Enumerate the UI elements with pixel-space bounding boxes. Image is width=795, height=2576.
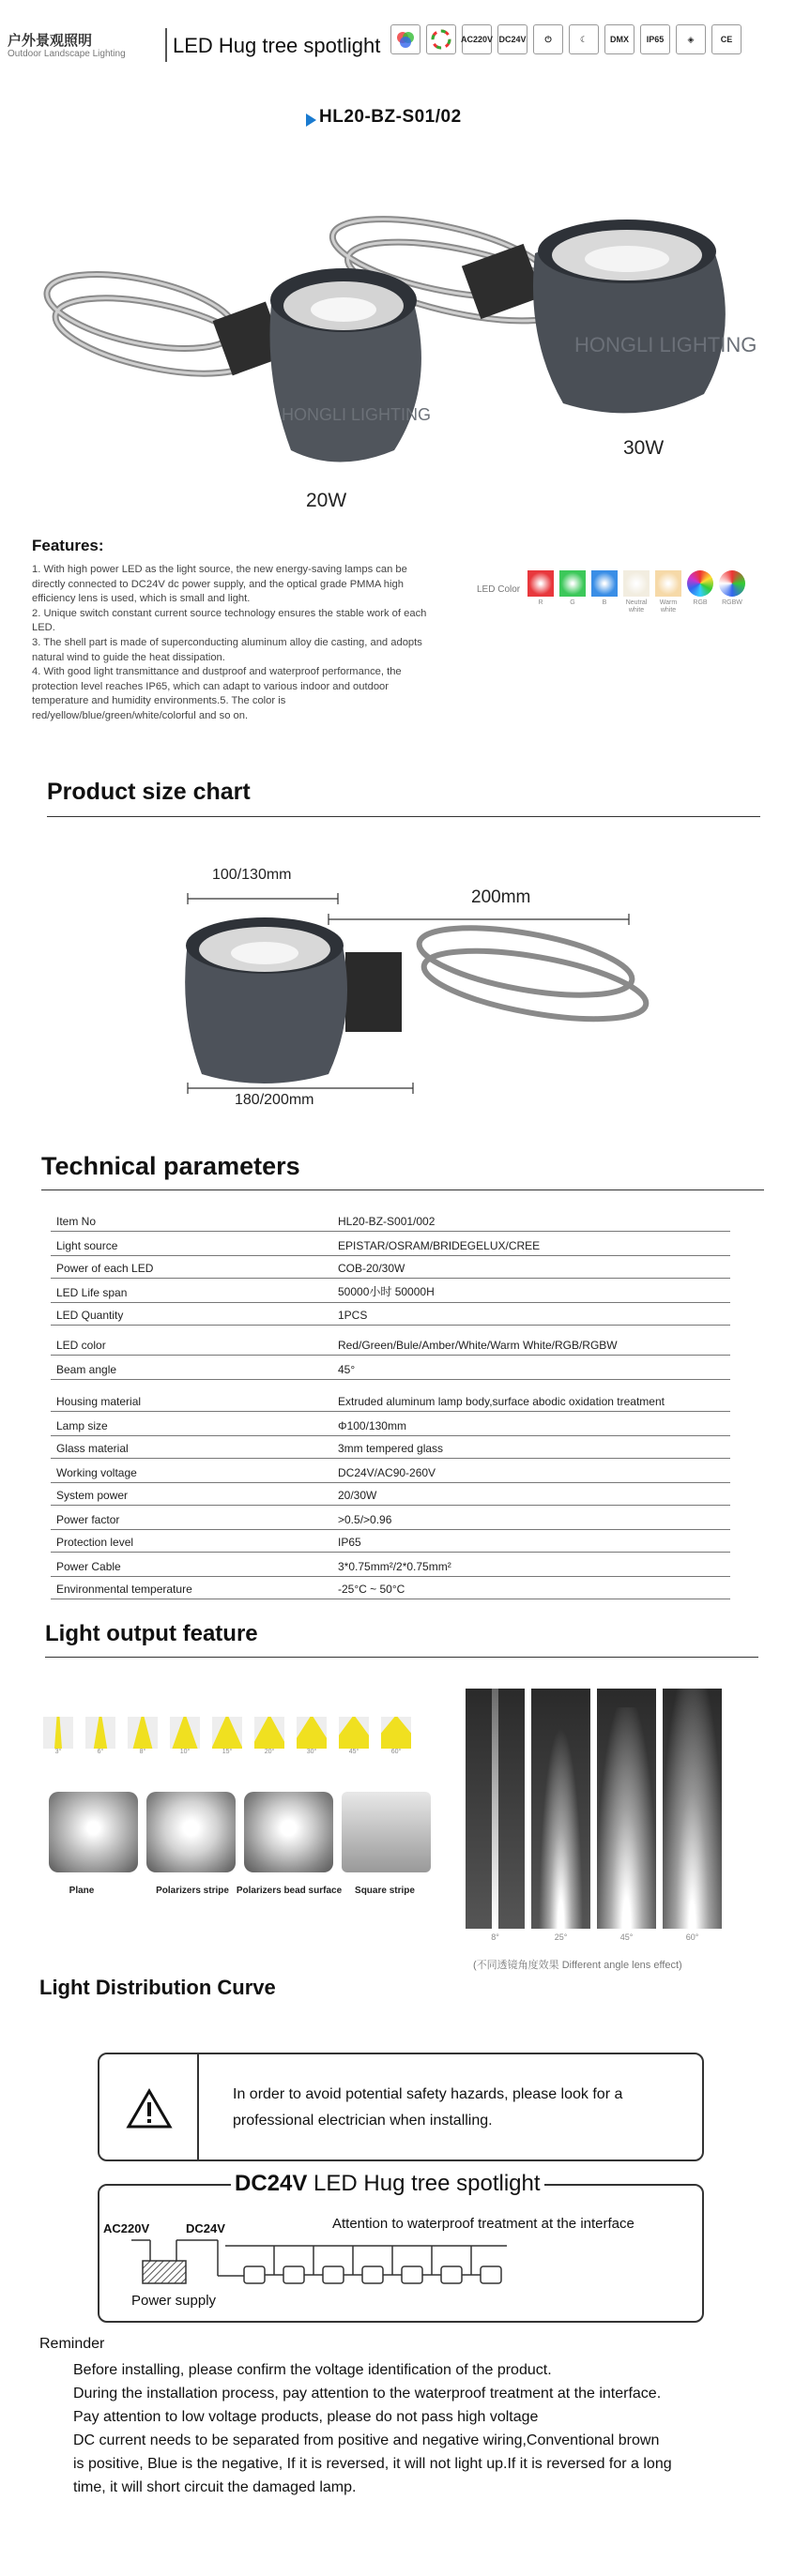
feature-item: 4. With good light transmittance and dustproof and waterproof performance, the protection level reaches IP65, which can adapt to various indoor and outdoor temperature and humidity environments.5. The color is red/yellow/blue/green/white/colorful and so on. bbox=[32, 666, 402, 721]
param-value: 3*0.75mm²/2*0.75mm² bbox=[338, 1560, 451, 1573]
beam-angle-icon bbox=[85, 1717, 115, 1755]
cert-icon-label: DC24V bbox=[498, 35, 527, 44]
size-chart-title: Product size chart bbox=[47, 779, 251, 805]
param-value: 20/30W bbox=[338, 1489, 377, 1502]
reminder-line: time, it will short circuit the damaged lamp. bbox=[73, 2479, 357, 2495]
beam-cone-icon bbox=[128, 1717, 158, 1749]
swatch-label: R bbox=[538, 599, 543, 606]
class-icon bbox=[676, 24, 706, 54]
led-color-swatch bbox=[591, 570, 618, 614]
swatch-color-chip bbox=[591, 570, 618, 597]
beam-cone-icon bbox=[381, 1717, 411, 1749]
led-color-swatch bbox=[559, 570, 586, 614]
swatch-label: Warm white bbox=[659, 599, 678, 614]
table-row bbox=[51, 1304, 730, 1326]
light-output-title: Light output feature bbox=[45, 1621, 258, 1646]
ac220v-icon bbox=[462, 24, 492, 54]
param-name: Beam angle bbox=[56, 1363, 117, 1376]
led-color-swatch bbox=[687, 570, 713, 614]
param-name: Light source bbox=[56, 1239, 118, 1252]
brand-name-en: Outdoor Landscape Lighting bbox=[8, 49, 126, 59]
beam-photo-60 bbox=[663, 1689, 722, 1929]
cert-icon-label: ☾ bbox=[579, 34, 589, 44]
beam-photo-45 bbox=[597, 1689, 656, 1929]
param-name: System power bbox=[56, 1489, 129, 1502]
warning-text-line2: professional electrician when installing. bbox=[233, 2113, 493, 2129]
rgb-icon bbox=[390, 24, 420, 54]
lens-polarizers-bead-image bbox=[244, 1792, 333, 1872]
distribution-title: Light Distribution Curve bbox=[39, 1976, 276, 1999]
cert-icon-label: IP65 bbox=[646, 35, 665, 44]
param-value: 1PCS bbox=[338, 1309, 368, 1322]
table-row bbox=[51, 1233, 730, 1256]
table-row bbox=[51, 1326, 730, 1356]
param-value: >0.5/>0.96 bbox=[338, 1513, 392, 1526]
wattage-label-20w: 20W bbox=[306, 490, 347, 511]
swatch-color-chip bbox=[655, 570, 681, 597]
swatch-color-chip bbox=[719, 570, 745, 597]
beam-cone-icon bbox=[297, 1717, 327, 1749]
table-row bbox=[51, 1381, 730, 1412]
wiring-schematic bbox=[131, 2233, 526, 2289]
color-wheel-icon bbox=[426, 24, 456, 54]
features-title: Features: bbox=[32, 537, 104, 554]
beam-photo-label: 45° bbox=[619, 1932, 634, 1942]
dimension-strap-length: 200mm bbox=[471, 887, 531, 907]
led-color-swatch bbox=[623, 570, 650, 614]
table-row bbox=[51, 1460, 730, 1483]
table-row bbox=[51, 1553, 730, 1577]
table-row bbox=[51, 1206, 730, 1232]
beam-angle-icon bbox=[297, 1717, 327, 1755]
lens-plane-image bbox=[49, 1792, 138, 1872]
param-name: Item No bbox=[56, 1215, 97, 1228]
param-value: HL20-BZ-S001/002 bbox=[338, 1215, 436, 1228]
param-value: 45° bbox=[338, 1363, 356, 1376]
beam-angle-icon bbox=[43, 1717, 73, 1755]
param-name: LED color bbox=[56, 1339, 106, 1352]
beam-angle-label: 30° bbox=[306, 1749, 317, 1755]
table-row bbox=[51, 1507, 730, 1530]
param-name: Glass material bbox=[56, 1442, 129, 1455]
param-value: DC24V/AC90-260V bbox=[338, 1466, 436, 1479]
reminder-line: Pay attention to low voltage products, please do not pass high voltage bbox=[73, 2409, 539, 2425]
section-divider bbox=[47, 816, 760, 817]
lens-polarizers-stripe-image bbox=[146, 1792, 236, 1872]
param-name: Housing material bbox=[56, 1395, 142, 1408]
dmx-icon bbox=[604, 24, 634, 54]
safety-warning-box bbox=[98, 2053, 704, 2161]
param-value: -25°C ~ 50°C bbox=[338, 1583, 405, 1596]
led-color-label: LED Color bbox=[477, 584, 521, 595]
swatch-color-chip bbox=[527, 570, 554, 597]
header-divider bbox=[165, 28, 167, 62]
swatch-label: Neutral white bbox=[625, 599, 648, 614]
features-list bbox=[32, 563, 436, 724]
warning-icon bbox=[126, 2088, 173, 2129]
dimmer-icon bbox=[569, 24, 599, 54]
param-name: Power of each LED bbox=[56, 1262, 154, 1275]
param-value: 50000小时 50000H bbox=[338, 1285, 435, 1298]
model-number: HL20-BZ-S01/02 bbox=[319, 107, 462, 127]
param-name: Environmental temperature bbox=[56, 1583, 192, 1596]
reminder-title: Reminder bbox=[39, 2336, 105, 2352]
param-value: COB-20/30W bbox=[338, 1262, 405, 1275]
param-value: 3mm tempered glass bbox=[338, 1442, 444, 1455]
lens-label: Square stripe bbox=[355, 1886, 415, 1896]
beam-photo-caption: (不同透镜角度效果 Different angle lens effect) bbox=[473, 1960, 682, 1971]
led-color-swatches bbox=[527, 570, 745, 614]
reminder-line: Before installing, please confirm the voltage identification of the product. bbox=[73, 2362, 552, 2378]
feature-item: 1. With high power LED as the light source, the new energy-saving lamps can be directly connected to DC24V dc power supply, and the optical grade PMMA high efficiency lens is used, which is small and light. bbox=[32, 564, 407, 605]
beam-photo-label: 60° bbox=[685, 1932, 699, 1942]
beam-angle-icon bbox=[170, 1717, 200, 1755]
warning-divider bbox=[197, 2054, 199, 2159]
certification-icons bbox=[390, 24, 741, 54]
beam-angle-icon bbox=[212, 1717, 242, 1755]
beam-angle-icons bbox=[43, 1717, 411, 1755]
param-value: Extruded aluminum lamp body,surface abodic oxidation treatment bbox=[338, 1395, 665, 1408]
table-row bbox=[51, 1280, 730, 1303]
beam-angle-icon bbox=[339, 1717, 369, 1755]
ac220v-label: AC220V bbox=[103, 2221, 150, 2235]
dc24v-icon bbox=[497, 24, 527, 54]
beam-angle-label: 10° bbox=[179, 1749, 191, 1755]
swatch-label: RGB bbox=[693, 599, 708, 606]
dc24v-label: DC24V bbox=[186, 2221, 225, 2235]
table-row bbox=[51, 1578, 730, 1599]
beam-angle-icon bbox=[128, 1717, 158, 1755]
swatch-label: G bbox=[570, 599, 575, 606]
beam-cone-icon bbox=[43, 1717, 73, 1749]
lens-label: Polarizers bead surface bbox=[236, 1886, 343, 1896]
led-color-swatch bbox=[719, 570, 745, 614]
ce-icon bbox=[711, 24, 741, 54]
wiring-attention-text: Attention to waterproof treatment at the interface bbox=[332, 2216, 634, 2232]
beam-photo-label: 25° bbox=[554, 1932, 568, 1942]
reminder-list bbox=[73, 2358, 768, 2499]
param-value: EPISTAR/OSRAM/BRIDEGELUX/CREE bbox=[338, 1239, 541, 1252]
table-row bbox=[51, 1356, 730, 1380]
beam-cone-icon bbox=[339, 1717, 369, 1749]
param-name: Power Cable bbox=[56, 1560, 121, 1573]
param-name: Lamp size bbox=[56, 1419, 108, 1432]
swatch-color-chip bbox=[559, 570, 586, 597]
swatch-color-chip bbox=[623, 570, 650, 597]
brand-watermark-small: HONGLI LIGHTING bbox=[282, 405, 432, 424]
beam-angle-label: 45° bbox=[348, 1749, 359, 1755]
cert-icon-label: AC220V bbox=[460, 35, 494, 44]
lens-square-stripe-image bbox=[342, 1792, 431, 1872]
beam-angle-label: 8° bbox=[139, 1749, 146, 1755]
ip65-icon bbox=[640, 24, 670, 54]
model-marker-icon bbox=[306, 114, 316, 127]
table-row bbox=[51, 1437, 730, 1459]
swatch-label: B bbox=[602, 599, 607, 606]
section-divider bbox=[45, 1657, 758, 1658]
table-row bbox=[51, 1531, 730, 1553]
cert-icon-label: DMX bbox=[610, 35, 629, 44]
table-row bbox=[51, 1413, 730, 1436]
swatch-color-chip bbox=[687, 570, 713, 597]
lens-label: Plane bbox=[69, 1886, 95, 1896]
param-name: Working voltage bbox=[56, 1466, 137, 1479]
beam-angle-label: 20° bbox=[264, 1749, 275, 1755]
warning-text-line1: In order to avoid potential safety hazards, please look for a bbox=[233, 2086, 623, 2102]
product-hero-image bbox=[0, 169, 795, 525]
wiring-title-voltage: DC24V bbox=[235, 2171, 308, 2196]
param-name: Protection level bbox=[56, 1536, 134, 1549]
feature-item: 2. Unique switch constant current source technology ensures the stable work of each LED. bbox=[32, 607, 427, 634]
reminder-line: During the installation process, pay attention to the waterproof treatment at the interface. bbox=[73, 2386, 662, 2402]
param-name: LED Quantity bbox=[56, 1309, 124, 1322]
reminder-line: is positive, Blue is the negative, If it is reversed, it will not light up.If it is reversed for a long bbox=[73, 2456, 672, 2472]
wiring-title-text: LED Hug tree spotlight bbox=[307, 2171, 541, 2196]
brand-watermark-large: HONGLI LIGHTING bbox=[574, 333, 757, 356]
beam-cone-icon bbox=[254, 1717, 284, 1749]
param-value: Φ100/130mm bbox=[338, 1419, 406, 1432]
beam-angle-label: 15° bbox=[222, 1749, 233, 1755]
led-color-swatch bbox=[527, 570, 554, 614]
beam-cone-icon bbox=[170, 1717, 200, 1749]
param-value: IP65 bbox=[338, 1536, 361, 1549]
feature-item: 3. The shell part is made of superconducting aluminum alloy die casting, and adopts natural wind to guide the heat dissipation. bbox=[32, 636, 422, 663]
wattage-label-30w: 30W bbox=[623, 437, 665, 459]
beam-photo-8 bbox=[466, 1689, 525, 1929]
param-name: Power factor bbox=[56, 1513, 120, 1526]
param-value: Red/Green/Bule/Amber/White/Warm White/RGB/RGBW bbox=[338, 1339, 618, 1352]
lens-label: Polarizers stripe bbox=[156, 1886, 229, 1896]
power-icon bbox=[533, 24, 563, 54]
param-name: LED Life span bbox=[56, 1286, 128, 1299]
beam-cone-icon bbox=[212, 1717, 242, 1749]
beam-angle-icon bbox=[254, 1717, 284, 1755]
dimension-diameter: 100/130mm bbox=[212, 867, 292, 883]
dimension-height: 180/200mm bbox=[235, 1092, 314, 1108]
cert-icon-label: CE bbox=[720, 35, 733, 44]
size-chart-drawing bbox=[141, 872, 666, 1116]
beam-angle-label: 6° bbox=[97, 1749, 104, 1755]
brand-name-cn: 户外景观照明 bbox=[8, 33, 93, 49]
cert-icon-label: ◈ bbox=[687, 34, 695, 44]
beam-angle-icon bbox=[381, 1717, 411, 1755]
swatch-label: RGBW bbox=[722, 599, 742, 606]
reminder-line: DC current needs to be separated from positive and negative wiring,Conventional brown bbox=[73, 2432, 660, 2448]
power-supply-label: Power supply bbox=[131, 2293, 217, 2309]
beam-angle-label: 3° bbox=[54, 1749, 62, 1755]
page-title: LED Hug tree spotlight bbox=[173, 34, 381, 57]
beam-photo-label: 8° bbox=[491, 1932, 499, 1942]
table-row bbox=[51, 1257, 730, 1279]
beam-cone-icon bbox=[85, 1717, 115, 1749]
table-row bbox=[51, 1484, 730, 1506]
cert-icon-label: ⏻ bbox=[544, 34, 552, 44]
led-color-swatch bbox=[655, 570, 681, 614]
beam-photo-25 bbox=[531, 1689, 590, 1929]
tech-params-title: Technical parameters bbox=[41, 1152, 300, 1180]
wiring-title bbox=[231, 2171, 544, 2197]
beam-angle-label: 60° bbox=[390, 1749, 402, 1755]
